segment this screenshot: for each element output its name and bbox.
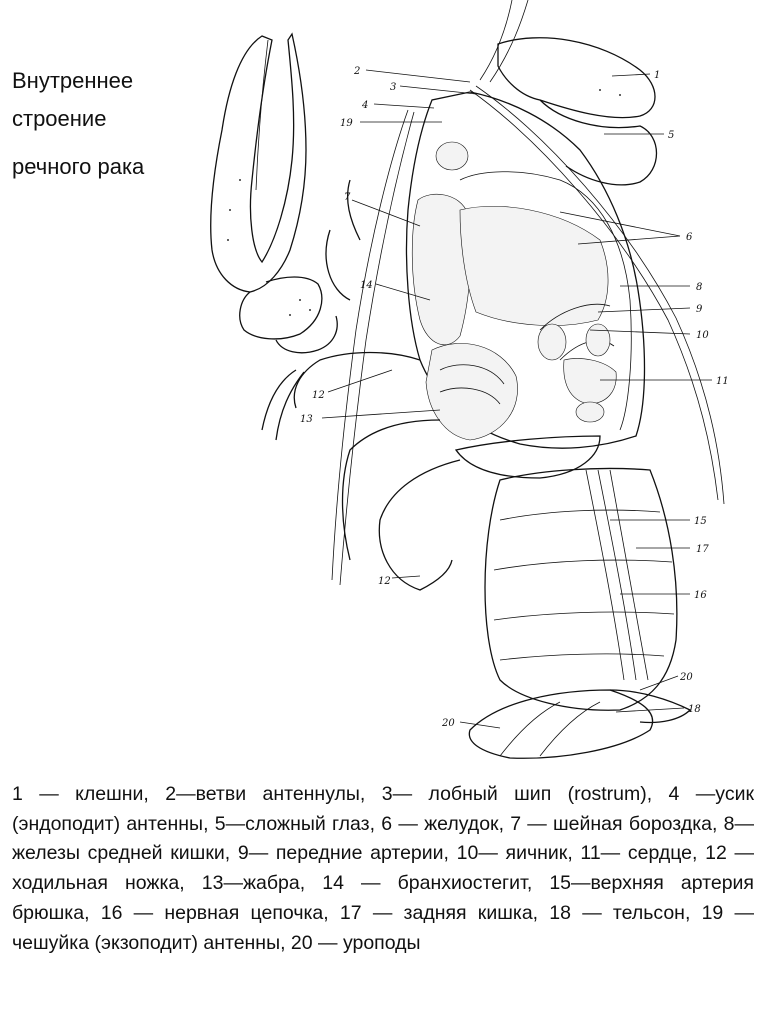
label-4: 4	[362, 100, 369, 111]
label-7: 7	[344, 192, 351, 203]
label-6: 6	[686, 232, 693, 243]
label-2: 2	[354, 66, 361, 77]
label-9: 9	[696, 304, 703, 315]
label-1: 1	[654, 70, 661, 81]
abdomen-drawing	[469, 468, 690, 758]
legend-text: 1 — клешни, 2—ветви антеннулы, 3— лобный шип (rostrum), 4 —усик (эндоподит) антенны, 5—сложный глаз, 6 — желудок, 7 — шейная бороздка, 8— железы средней кишки, 9— передние артерии, 10— яичник, 11— сердце, 12 — ходильная ножка, 13—жабра, 14 — бранхиостегит, 15—верхняя артерия брюшка, 16 — нервная цепочка, 17 — задняя кишка, 18 — тельсон, 19 — чешуйка (экзоподит) антенны, 20 — уроподы	[12, 783, 754, 954]
label-10: 10	[696, 330, 709, 341]
title-line-1: Внутреннее	[12, 68, 134, 93]
label-3: 3	[390, 82, 397, 93]
title-line-2: строение	[12, 106, 107, 131]
label-5: 5	[668, 130, 675, 141]
carapace-drawing	[407, 92, 645, 478]
label-20-left: 20	[442, 718, 455, 729]
label-13: 13	[300, 414, 313, 425]
label-12-lower: 12	[378, 576, 391, 587]
label-18: 18	[688, 704, 701, 715]
label-16: 16	[694, 590, 707, 601]
label-14: 14	[360, 280, 373, 291]
label-15: 15	[694, 516, 707, 527]
right-claw-drawing	[498, 38, 657, 185]
label-17: 17	[696, 544, 709, 555]
label-8: 8	[696, 282, 703, 293]
label-12-upper: 12	[312, 390, 325, 401]
title-line-3: речного рака	[12, 154, 145, 179]
label-20-right: 20	[680, 672, 693, 683]
label-11: 11	[716, 376, 729, 387]
left-claw-drawing	[211, 34, 337, 353]
label-19: 19	[340, 118, 353, 129]
